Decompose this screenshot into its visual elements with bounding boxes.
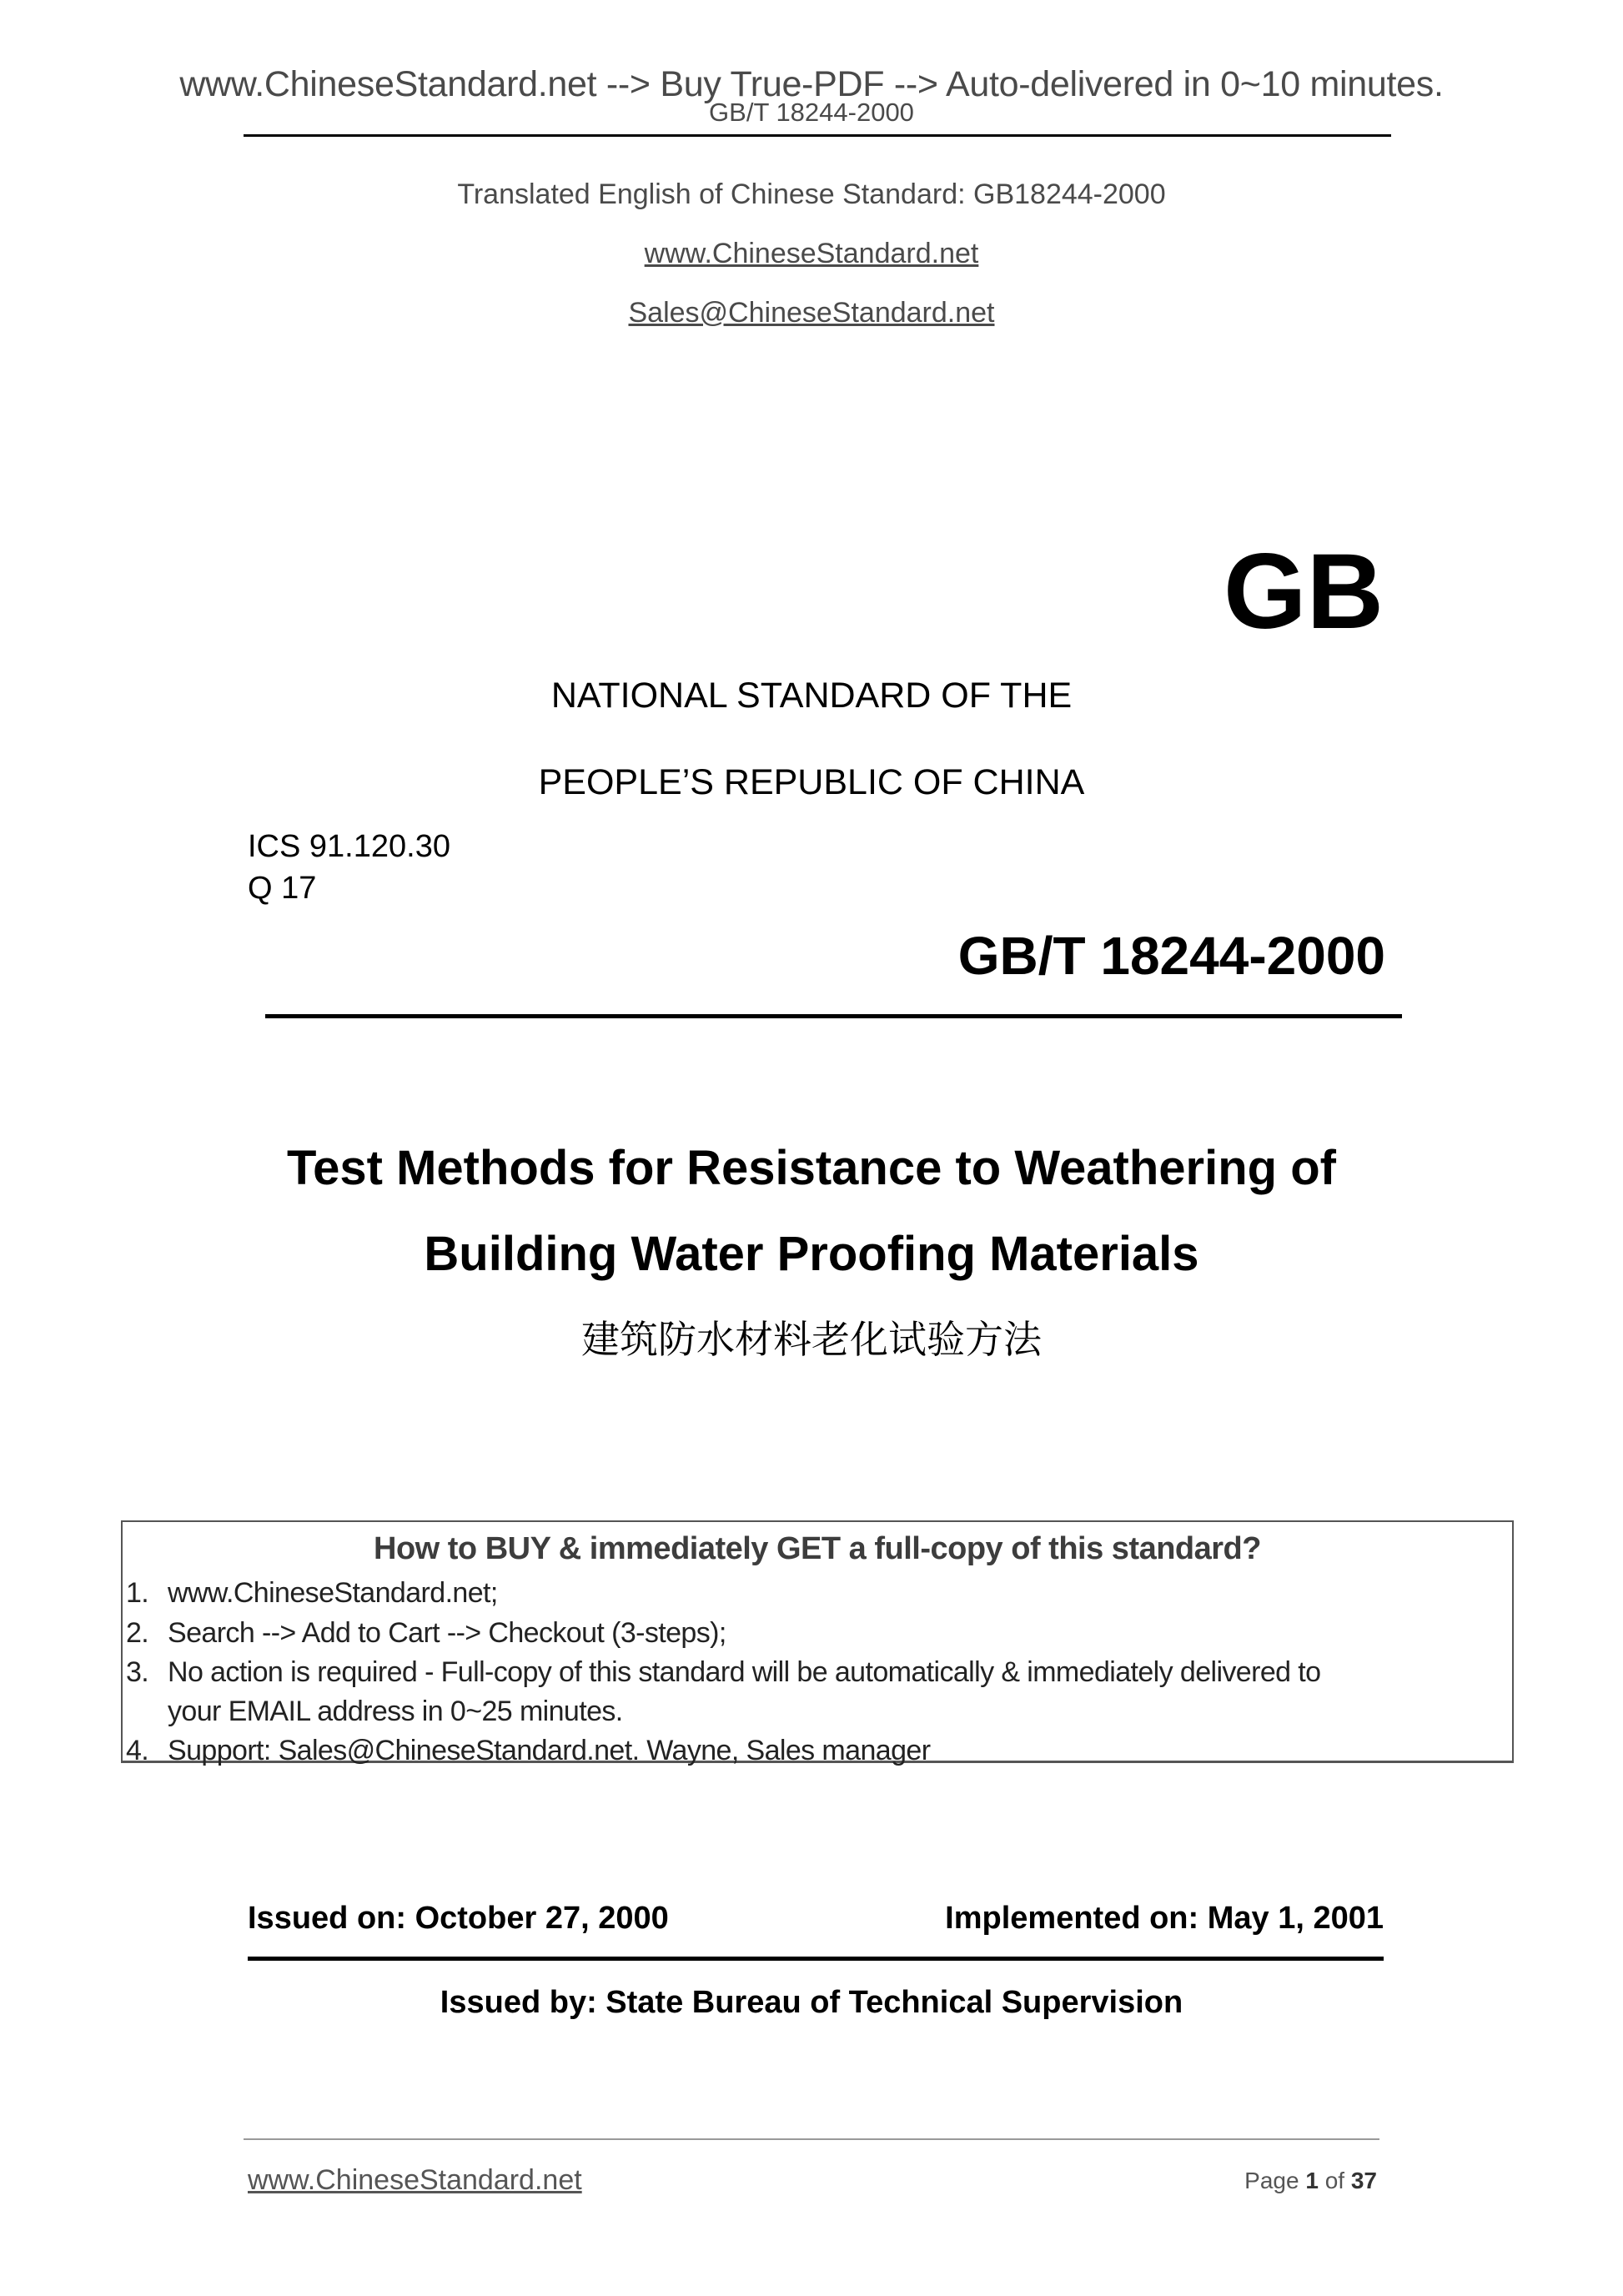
buy-step-2 — [126, 1615, 726, 1651]
step-text: No action is required - Full-copy of this standard will be automatically & immediately delivered to — [168, 1656, 1321, 1688]
buy-step-3-continued — [168, 1693, 623, 1730]
footer-website-link[interactable]: www.ChineseStandard.net — [248, 2164, 582, 2196]
step-number: 2. — [126, 1617, 149, 1649]
step-text[interactable]: www.ChineseStandard.net; — [168, 1577, 498, 1609]
footer-divider — [244, 2138, 1379, 2140]
buy-heading: How to BUY & immediately GET a full-copy of this standard? — [374, 1531, 1261, 1566]
step-text: Search --> Add to Cart --> Checkout (3-steps); — [168, 1617, 726, 1649]
page-prefix: Page — [1244, 2168, 1306, 2193]
page-indicator — [1244, 2166, 1377, 2196]
national-standard-line2: PEOPLE’S REPUBLIC OF CHINA — [538, 762, 1085, 802]
national-standard-line1: NATIONAL STANDARD OF THE — [550, 676, 1073, 716]
translated-line: Translated English of Chinese Standard: GB18244-2000 — [457, 178, 1166, 210]
cover-divider — [265, 1014, 1402, 1018]
header-standard-code: GB/T 18244-2000 — [709, 98, 914, 127]
buy-step-3 — [126, 1654, 1320, 1691]
gb-mark: GB — [1224, 532, 1384, 651]
implemented-on-date: Implemented on: May 1, 2001 — [945, 1901, 1384, 1936]
dates-divider — [248, 1957, 1384, 1961]
buy-step-4 — [126, 1732, 930, 1769]
buy-instructions-box — [121, 1520, 1514, 1766]
step-text: Support: Sales@ChineseStandard.net. Wayne, Sales manager — [168, 1735, 931, 1766]
issued-by: Issued by: State Bureau of Technical Supervision — [440, 1985, 1183, 2020]
issued-on-date: Issued on: October 27, 2000 — [248, 1901, 669, 1936]
step-number: 3. — [126, 1656, 149, 1688]
page-total: 37 — [1350, 2168, 1377, 2193]
website-link-row — [0, 237, 1623, 270]
top-banner: www.ChineseStandard.net --> Buy True-PDF --> Auto-delivered in 0~10 minutes. — [179, 64, 1444, 104]
ccs-code: Q 17 — [248, 871, 317, 906]
buy-step-1 — [126, 1575, 498, 1611]
title-line1: Test Methods for Resistance to Weathering of — [287, 1141, 1336, 1195]
standard-number: GB/T 18244-2000 — [957, 926, 1385, 986]
title-line2: Building Water Proofing Materials — [424, 1227, 1199, 1281]
step-text: your EMAIL address in 0~25 minutes. — [168, 1696, 623, 1727]
header-divider — [244, 134, 1391, 137]
sales-email-link[interactable]: Sales@ChineseStandard.net — [628, 297, 995, 329]
title-chinese: 建筑防水材料老化试验方法 — [581, 1318, 1042, 1361]
step-number: 1. — [126, 1577, 149, 1609]
website-link[interactable]: www.ChineseStandard.net — [644, 238, 979, 269]
sales-email-row — [0, 296, 1623, 329]
page-of: of — [1318, 2168, 1351, 2193]
page-current: 1 — [1305, 2168, 1319, 2193]
step-number: 4. — [126, 1735, 149, 1766]
ics-code: ICS 91.120.30 — [248, 829, 450, 864]
